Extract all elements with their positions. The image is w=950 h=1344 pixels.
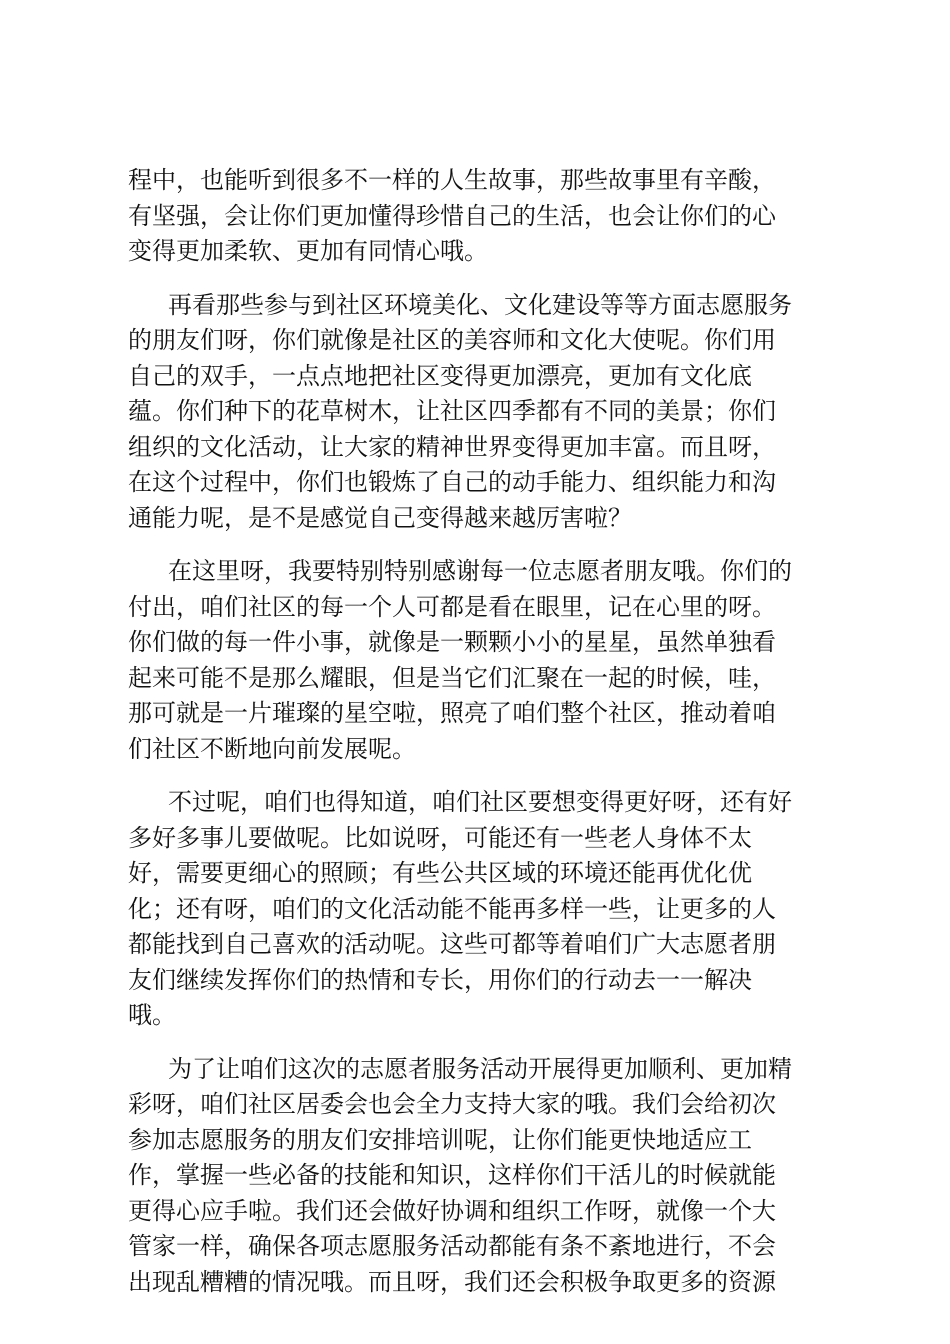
- text-line: 作，掌握一些必备的技能和知识，这样你们干活儿的时候就能: [128, 1161, 776, 1189]
- document-page: [128, 163, 828, 1318]
- text-line: 哦。: [128, 1001, 176, 1029]
- text-line: 为了让咱们这次的志愿者服务活动开展得更加顺利、更加精: [168, 1054, 792, 1083]
- text-line: 你们做的每一件小事，就像是一颗颗小小的星星，虽然单独看: [128, 628, 776, 656]
- paragraph-5: [128, 1052, 828, 1301]
- text-line: 管家一样，确保各项志愿服务活动都能有条不紊地进行，不会: [128, 1232, 776, 1260]
- paragraph-1: [128, 163, 828, 270]
- text-line: 有坚强，会让你们更加懂得珍惜自己的生活，也会让你们的心: [128, 201, 776, 230]
- text-line: 们社区不断地向前发展呢。: [128, 734, 416, 763]
- text-line: 通能力呢，是不是感觉自己变得越来越厉害啦？: [128, 503, 632, 532]
- text-line: 那可就是一片璀璨的星空啦，照亮了咱们整个社区，推动着咱: [128, 699, 776, 727]
- text-line: 不过呢，咱们也得知道，咱们社区要想变得更好呀，还有好: [168, 788, 792, 816]
- text-line: 变得更加柔软、更加有同情心哦。: [128, 237, 488, 265]
- text-line: 的朋友们呀，你们就像是社区的美容师和文化大使呢。你们用: [128, 326, 776, 354]
- text-line: 更得心应手啦。我们还会做好协调和组织工作呀，就像一个大: [128, 1196, 776, 1225]
- text-line: 化；还有呀，咱们的文化活动能不能再多样一些，让更多的人: [128, 894, 776, 923]
- text-line: 起来可能不是那么耀眼，但是当它们汇聚在一起的时候，哇，: [128, 663, 776, 692]
- text-line: 蕴。你们种下的花草树木，让社区四季都有不同的美景；你们: [128, 397, 776, 425]
- text-line: 组织的文化活动，让大家的精神世界变得更加丰富。而且呀，: [128, 432, 776, 461]
- paragraph-3: [128, 554, 828, 767]
- paragraph-2: [128, 288, 828, 537]
- text-line: 出现乱糟糟的情况哦。而且呀，我们还会积极争取更多的资源: [128, 1267, 776, 1296]
- text-line: 友们继续发挥你们的热情和专长，用你们的行动去一一解决: [128, 965, 752, 994]
- text-line: 都能找到自己喜欢的活动呢。这些可都等着咱们广大志愿者朋: [128, 930, 776, 958]
- text-line: 参加志愿服务的朋友们安排培训呢，让你们能更快地适应工: [128, 1125, 752, 1154]
- text-line: 再看那些参与到社区环境美化、文化建设等等方面志愿服务: [168, 290, 792, 319]
- text-line: 好，需要更细心的照顾；有些公共区域的环境还能再优化优: [128, 859, 752, 887]
- text-line: 程中，也能听到很多不一样的人生故事，那些故事里有辛酸，: [128, 166, 776, 194]
- paragraph-4: [128, 785, 828, 1034]
- text-line: 多好多事儿要做呢。比如说呀，可能还有一些老人身体不太: [128, 823, 752, 852]
- text-line: 付出，咱们社区的每一个人可都是看在眼里，记在心里的呀。: [128, 592, 776, 621]
- text-line: 彩呀，咱们社区居委会也会全力支持大家的哦。我们会给初次: [128, 1090, 776, 1118]
- text-line: 在这里呀，我要特别特别感谢每一位志愿者朋友哦。你们的: [168, 557, 792, 585]
- text-line: 自己的双手，一点点地把社区变得更加漂亮，更加有文化底: [128, 361, 752, 390]
- text-line: 在这个过程中，你们也锻炼了自己的动手能力、组织能力和沟: [128, 468, 776, 496]
